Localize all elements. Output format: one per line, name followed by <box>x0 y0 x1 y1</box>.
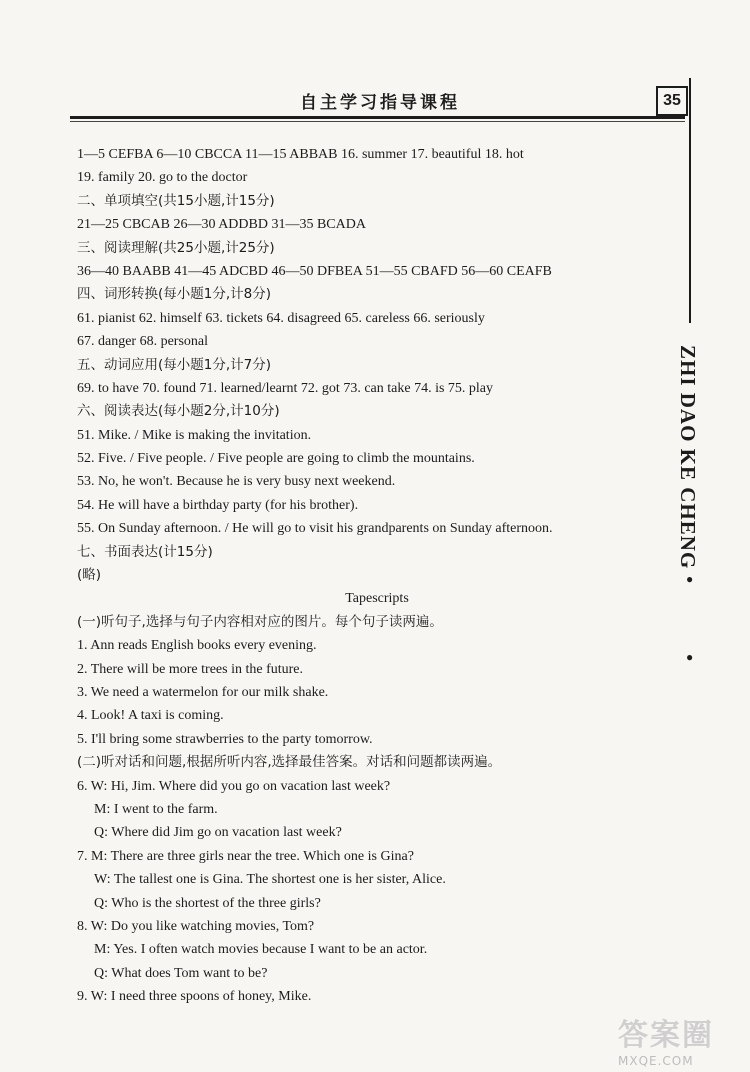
side-bullet-icon: ● <box>686 650 694 664</box>
section-heading: 五、动词应用(每小题1分,计7分) <box>77 356 272 373</box>
text-line: 6. W: Hi, Jim. Where did you go on vacation last week? <box>77 778 391 794</box>
header-rule <box>70 116 685 119</box>
section-heading: (二)听对话和问题,根据所听内容,选择最佳答案。对话和问题都读两遍。 <box>77 754 502 771</box>
section-heading: 四、词形转换(每小题1分,计8分) <box>77 286 272 303</box>
page-number: 35 <box>656 86 688 116</box>
tapescripts-heading: Tapescripts <box>345 591 409 607</box>
text-line: 55. On Sunday afternoon. / He will go to visit his grandparents on Sunday afternoon. <box>77 521 553 537</box>
text-line: 5. I'll bring some strawberries to the party tomorrow. <box>77 731 373 747</box>
watermark-logo: 答案圈 <box>618 1018 714 1053</box>
text-line: M: I went to the farm. <box>94 801 218 817</box>
text-line: 19. family 20. go to the doctor <box>77 170 248 186</box>
text-line: 61. pianist 62. himself 63. tickets 64. disagreed 65. careless 66. seriously <box>77 310 485 326</box>
section-heading: (一)听句子,选择与句子内容相对应的图片。每个句子读两遍。 <box>77 613 443 630</box>
side-rule <box>689 78 691 323</box>
watermark <box>618 1010 714 1068</box>
text-line: Q: What does Tom want to be? <box>94 965 268 981</box>
side-bullet-icon: ● <box>686 572 694 586</box>
section-heading: (略) <box>77 567 102 584</box>
section-heading: 二、单项填空(共15小题,计15分) <box>77 192 275 209</box>
text-line: 36—40 BAABB 41—45 ADCBD 46—50 DFBEA 51—55 CBAFD 56—60 CEAFB <box>77 263 552 279</box>
text-line: 4. Look! A taxi is coming. <box>77 708 224 724</box>
text-line: 2. There will be more trees in the future. <box>77 661 303 677</box>
text-line: 51. Mike. / Mike is making the invitation. <box>77 427 312 443</box>
text-line: 9. W: I need three spoons of honey, Mike. <box>77 989 312 1005</box>
text-line: 52. Five. / Five people. / Five people are going to climb the mountains. <box>77 451 475 467</box>
header-rule-thin <box>70 121 685 122</box>
text-line: 53. No, he won't. Because he is very busy next weekend. <box>77 474 396 490</box>
text-line: 8. W: Do you like watching movies, Tom? <box>77 918 315 934</box>
text-line: 69. to have 70. found 71. learned/learnt 72. got 73. can take 74. is 75. play <box>77 380 494 396</box>
header-title: 自主学习指导课程 <box>300 93 460 113</box>
section-heading: 七、书面表达(计15分) <box>77 543 213 560</box>
text-line: 54. He will have a birthday party (for his brother). <box>77 497 359 513</box>
text-line: M: Yes. I often watch movies because I want to be an actor. <box>94 942 428 958</box>
section-heading: 六、阅读表达(每小题2分,计10分) <box>77 403 280 420</box>
text-line: 1—5 CEFBA 6—10 CBCCA 11—15 ABBAB 16. summer 17. beautiful 18. hot <box>77 147 524 162</box>
text-line: Q: Who is the shortest of the three girls? <box>94 895 321 911</box>
text-line: 3. We need a watermelon for our milk shake. <box>77 684 329 700</box>
section-heading: 三、阅读理解(共25小题,计25分) <box>77 239 275 256</box>
text-line: 67. danger 68. personal <box>77 334 209 350</box>
text-line: 7. M: There are three girls near the tree. Which one is Gina? <box>77 848 414 864</box>
text-line: 1. Ann reads English books every evening. <box>77 638 317 654</box>
text-line: Q: Where did Jim go on vacation last week? <box>94 825 342 841</box>
text-line: W: The tallest one is Gina. The shortest one is her sister, Alice. <box>94 872 446 888</box>
watermark-site: MXQE.COM <box>618 1054 694 1068</box>
side-brand: ZHI DAO KE CHENG <box>676 345 700 570</box>
text-line: 21—25 CBCAB 26—30 ADDBD 31—35 BCADA <box>77 217 366 233</box>
answer-content <box>77 143 677 1008</box>
